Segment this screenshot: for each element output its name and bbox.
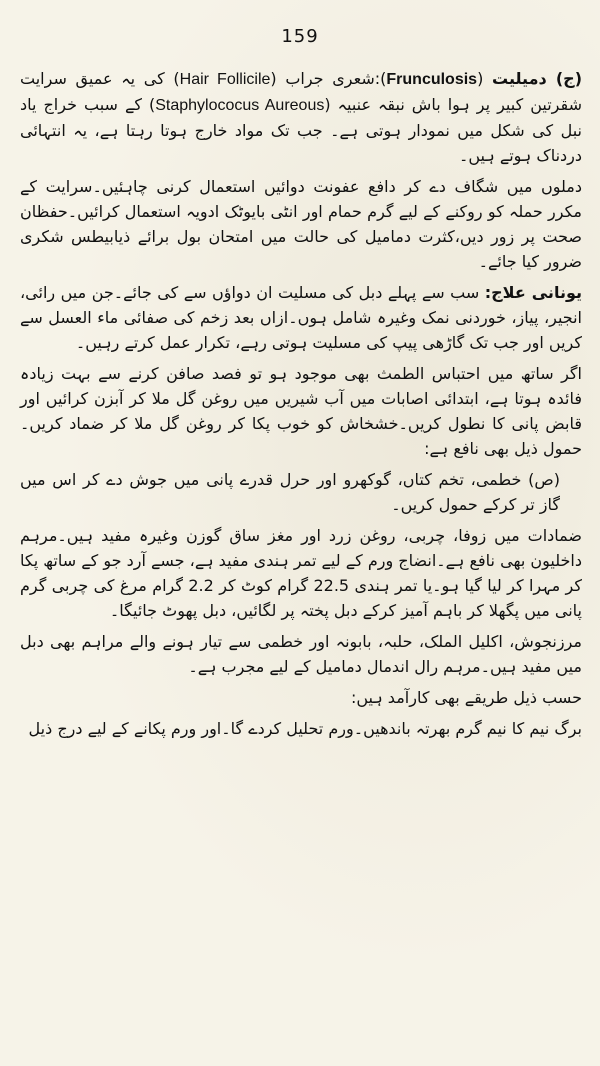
text-run: ) کی یہ عمیق سرایت شقرتین کبیر پر ہوا باش نبقہ عنبیہ ( bbox=[20, 69, 583, 114]
paragraph-methods-intro: حسب ذیل طریقے بھی کارآمد ہیں: bbox=[350, 688, 582, 707]
term-staphylococus: Staphylococus Aureous bbox=[155, 97, 325, 114]
paragraph-unani-treatment bbox=[20, 280, 582, 355]
text-run: ) کے سبب خراج یاد نبل کی شکل میں نمودار ہوتی ہے۔ جب تک مواد خارج ہوتا رہتا ہے، یہ انتہائی دردناک ہوتے ہیں۔ bbox=[20, 95, 582, 165]
text-run: سب سے پہلے دبل کی مسلیت ان دواؤں سے کی جائے۔جن میں رائی، انجیر، پیاز، خوردنی نمک وغیرہ شامل ہوں۔ازاں بعد زخم کی صفائی ماء العسل سے کریں اور جب تک گاڑھی پیپ کی مسلیت ہوتی رہے، تکرار عمل کرتے رہیں۔ bbox=[20, 283, 582, 352]
paragraph-neem: برگ نیم کا نیم گرم بھرتہ باندھیں۔ورم تحلیل کردے گا۔اور ورم پکانے کے لیے درج ذیل bbox=[28, 719, 582, 738]
section-heading-unani: یونانی علاج: bbox=[484, 283, 582, 302]
paragraph-recipe: (ص) خطمی، تخم کتاں، گوکھرو اور حرل قدرے پانی میں جوش دے کر اس میں گاز تر کرکے حمول کریں۔ bbox=[20, 470, 560, 514]
paragraph-treatment: دملوں میں شگاف دے کر دافع عفونت دوائیں استعمال کرنی چاہئیں۔سرایت کے مکرر حملہ کو روکنے کے لیے گرم حمام اور انٹی بایوٹک ادویہ استعمال کرائیں۔حفظان صحت پر زور دیں،کثرت دمامیل کی حالت میں امتحان بول برائے ذیابیطس شکری ضرور کیا جائے۔ bbox=[20, 177, 582, 271]
paragraph-dumbal bbox=[20, 66, 582, 168]
text-run: ):شعری جراب ( bbox=[270, 69, 387, 88]
paragraph-zamadat: ضمادات میں زوفا، چربی، روغن زرد اور مغز ساق گوزن وغیرہ مفید ہیں۔مرہم داخلیون بھی نافع ہے۔انضاج ورم کے لیے تمر ہندی مفید ہے، جسے آرد جو کے ساتھ پکا کر مہرا کر لیا گیا ہو۔یا تمر ہندی 22.5 گرام کوٹ کر 2.2 گرام مرغ کی چربی گرم پانی میں پگھلا کر باہم آمیز کرکے دبل پختہ پر لگائیں، دبل پھوٹ جائیگا۔ bbox=[20, 526, 583, 620]
paragraph-fasd: اگر ساتھ میں احتباس الطمث بھی موجود ہو تو فصد صافن کرنے سے بہت زیادہ فائدہ ہوتا ہے، ابتدائی اصابات میں آب شیریں میں روغن گل ملا کر آبزن کرائیں اور قابض پانی کا نطول کریں۔خشخاش کو خوب پکا کر روغن گل ملا کر ضماد کریں۔حمول ذیل بھی نافع ہے: bbox=[20, 364, 582, 458]
section-heading-dumbal: (ج) دمیلیت bbox=[492, 69, 583, 88]
page-body bbox=[20, 66, 582, 747]
page-number: 159 bbox=[281, 26, 319, 47]
term-frunculosis: Frunculosis bbox=[386, 71, 478, 88]
paragraph-marzanjosh: مرزنجوش، اکلیل الملک، حلبہ، بابونہ اور خطمی سے تیار ہونے والے مراہم بھی دبل میں مفید ہیں۔مرہم رال اندمال دمامیل کے لیے مجرب ہے۔ bbox=[20, 632, 582, 676]
term-hair-follicile: Hair Follicile bbox=[179, 71, 271, 88]
text-run: ( bbox=[477, 69, 493, 88]
